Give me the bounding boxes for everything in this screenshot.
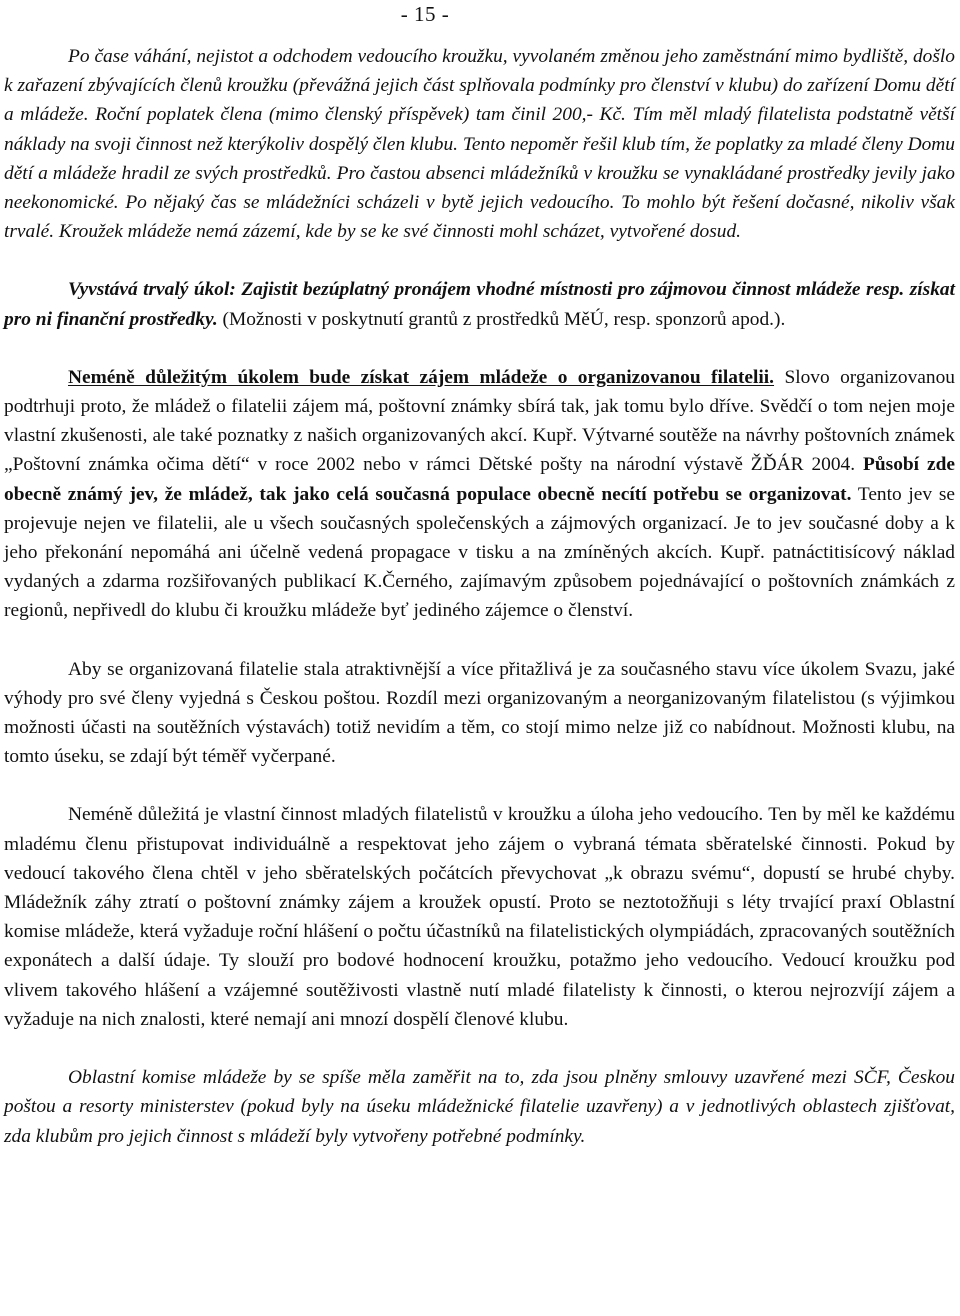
highlighted-task: Neméně důležitým úkolem bude získat zájem mládeže o organizovanou filatelii. xyxy=(68,366,775,388)
page-number: - 15 - xyxy=(400,2,450,26)
highlighted-statement: Působí zde obecně známý jev, že mládež, tak jako celá současná populace obecně necítí potřebu se organizovat. xyxy=(4,454,955,505)
paragraph-text: Aby se organizovaná filatelie stala atraktivnější a více přitažlivá je za současného stavu více úkolem Svazu, jaké výhody pro své členy vyjedná s Českou poštou. Rozdíl mezi organizovaným a neorganizovaným filatelistou (s výjimkou možnosti účasti na soutěžních výstavách) totiž nevidím a těm, co stojí mimo nelze již co nabídnout. Možnosti klubu, na tomto úseku, se zdají být téměř vyčerpané. xyxy=(4,658,955,768)
paragraph-union-benefits xyxy=(4,655,955,772)
paragraph-text: Neméně důležitá je vlastní činnost mladých filatelistů v kroužku a úloha jeho vedoucího. Ten by měl ke každému mladému členu přistupovat individuálně a respektovat jeho zájem o vybraná témata sběratelské činnosti. Pokud by vedoucí takového člena chtěl v jeho sběratelských počátcích převychovat „k obrazu svému“, dopustí se hrubé chyby. Mládežník záhy ztratí o poštovní známky zájem a kroužek opustí. Proto se neztotožňuji s léty trvající praxí Oblastní komise mládeže, která vyžaduje roční hlášení o počtu účastníků na filatelistických olympiádách, zpracovaných soutěžních exponátech a další údaje. Ty slouží pro bodové hodnocení kroužku, potažmo jeho vedoucího. Vedoucí kroužku pod vlivem takového hlášení a vzájemné soutěživosti vlastně nutí mladé filatelisty k činnosti, o kterou nejrozvíjí zájem a vyžaduje na nich znalosti, které nemají ani mnozí dospělí členové klubu. xyxy=(4,804,955,1030)
paragraph-text: Oblastní komise mládeže by se spíše měla zaměřit na to, zda jsou plněny smlouvy uzavřené mezi SČF, Českou poštou a resorty ministerstev (pokud byly na úseku mládežnické filatelie uzavřeny) a v jednotlivých oblastech zjišťovat, zda klubům pro jejich činnost s mládeží byly vytvořeny potřebné podmínky. xyxy=(4,1067,955,1147)
highlighted-task: Vyvstává trvalý úkol: Zajistit bezúplatný pronájem vhodné místnosti pro zájmovou činnost mládeže resp. získat pro ni finanční prostředky. xyxy=(4,279,955,330)
paragraph-regional-commission xyxy=(4,1063,955,1151)
paragraph-organized-philately xyxy=(4,363,955,626)
document-body xyxy=(4,42,955,1151)
paragraph-text: (Možnosti v poskytnutí grantů z prostředků MěÚ, resp. sponzorů apod.). xyxy=(217,308,786,330)
paragraph-text: Slovo organizovanou podtrhuji proto, že mládež o filatelii zájem má, poštovní známky sbírá tak, jak tomu bylo dříve. Svědčí o tom nejen moje vlastní zkušenosti, ale také poznatky z našich organizovaných akcí. Kupř. Výtvarné soutěže na návrhy poštovních známek „Poštovní známka očima dětí“ v roce 2002 nebo v rámci Dětské pošty na národní výstavě ŽĎÁR 2004. xyxy=(4,366,955,476)
paragraph-text: Tento jev se projevuje nejen ve filatelii, ale u všech současných společenských a zájmových organizací. Je to jev současné doby a k jeho překonání nepomáhá ani účelně vedená propagace v tisku a na zmíněných akcích. Kupř. patnáctitisícový náklad vydaných a zdarma rozšiřovaných publikací K.Černého, zajímavým způsobem pojednávající o poštovních známkách z regionů, nepřivedl do klubu či kroužku mládeže byť jediného zájemce o členství. xyxy=(4,483,955,622)
paragraph-youth-club-history xyxy=(4,42,955,246)
paragraph-text: Po čase váhání, nejistot a odchodem vedoucího kroužku, vyvolaném změnou jeho zaměstnání mimo bydliště, došlo k zařazení zbývajících členů kroužku (převážná jejich část splňovala podmínky pro členství v klubu) do zařízení Domu dětí a mládeže. Roční poplatek člena (mimo členský příspěvek) tam činil 200,- Kč. Tím měl mladý filatelista podstatně větší náklady na svoji činnost než kterýkoliv dospělý člen klubu. Tento nepoměr řešil klub tím, že poplatky za mladé členy Domu dětí a mládeže hradil ze svých prostředků. Pro častou absenci mládežníků v kroužku se vynakládané prostředky jevily jako neekonomické. Po nějaký čas se mládežníci scházeli v bytě jejich vedoucího. To mohlo být řešení dočasné, nikoliv však trvalé. Kroužek mládeže nemá zázemí, kde by se ke své činnosti mohl scházet, vytvořené dosud. xyxy=(4,46,955,243)
paragraph-club-leader-role xyxy=(4,800,955,1034)
paragraph-permanent-task xyxy=(4,275,955,333)
